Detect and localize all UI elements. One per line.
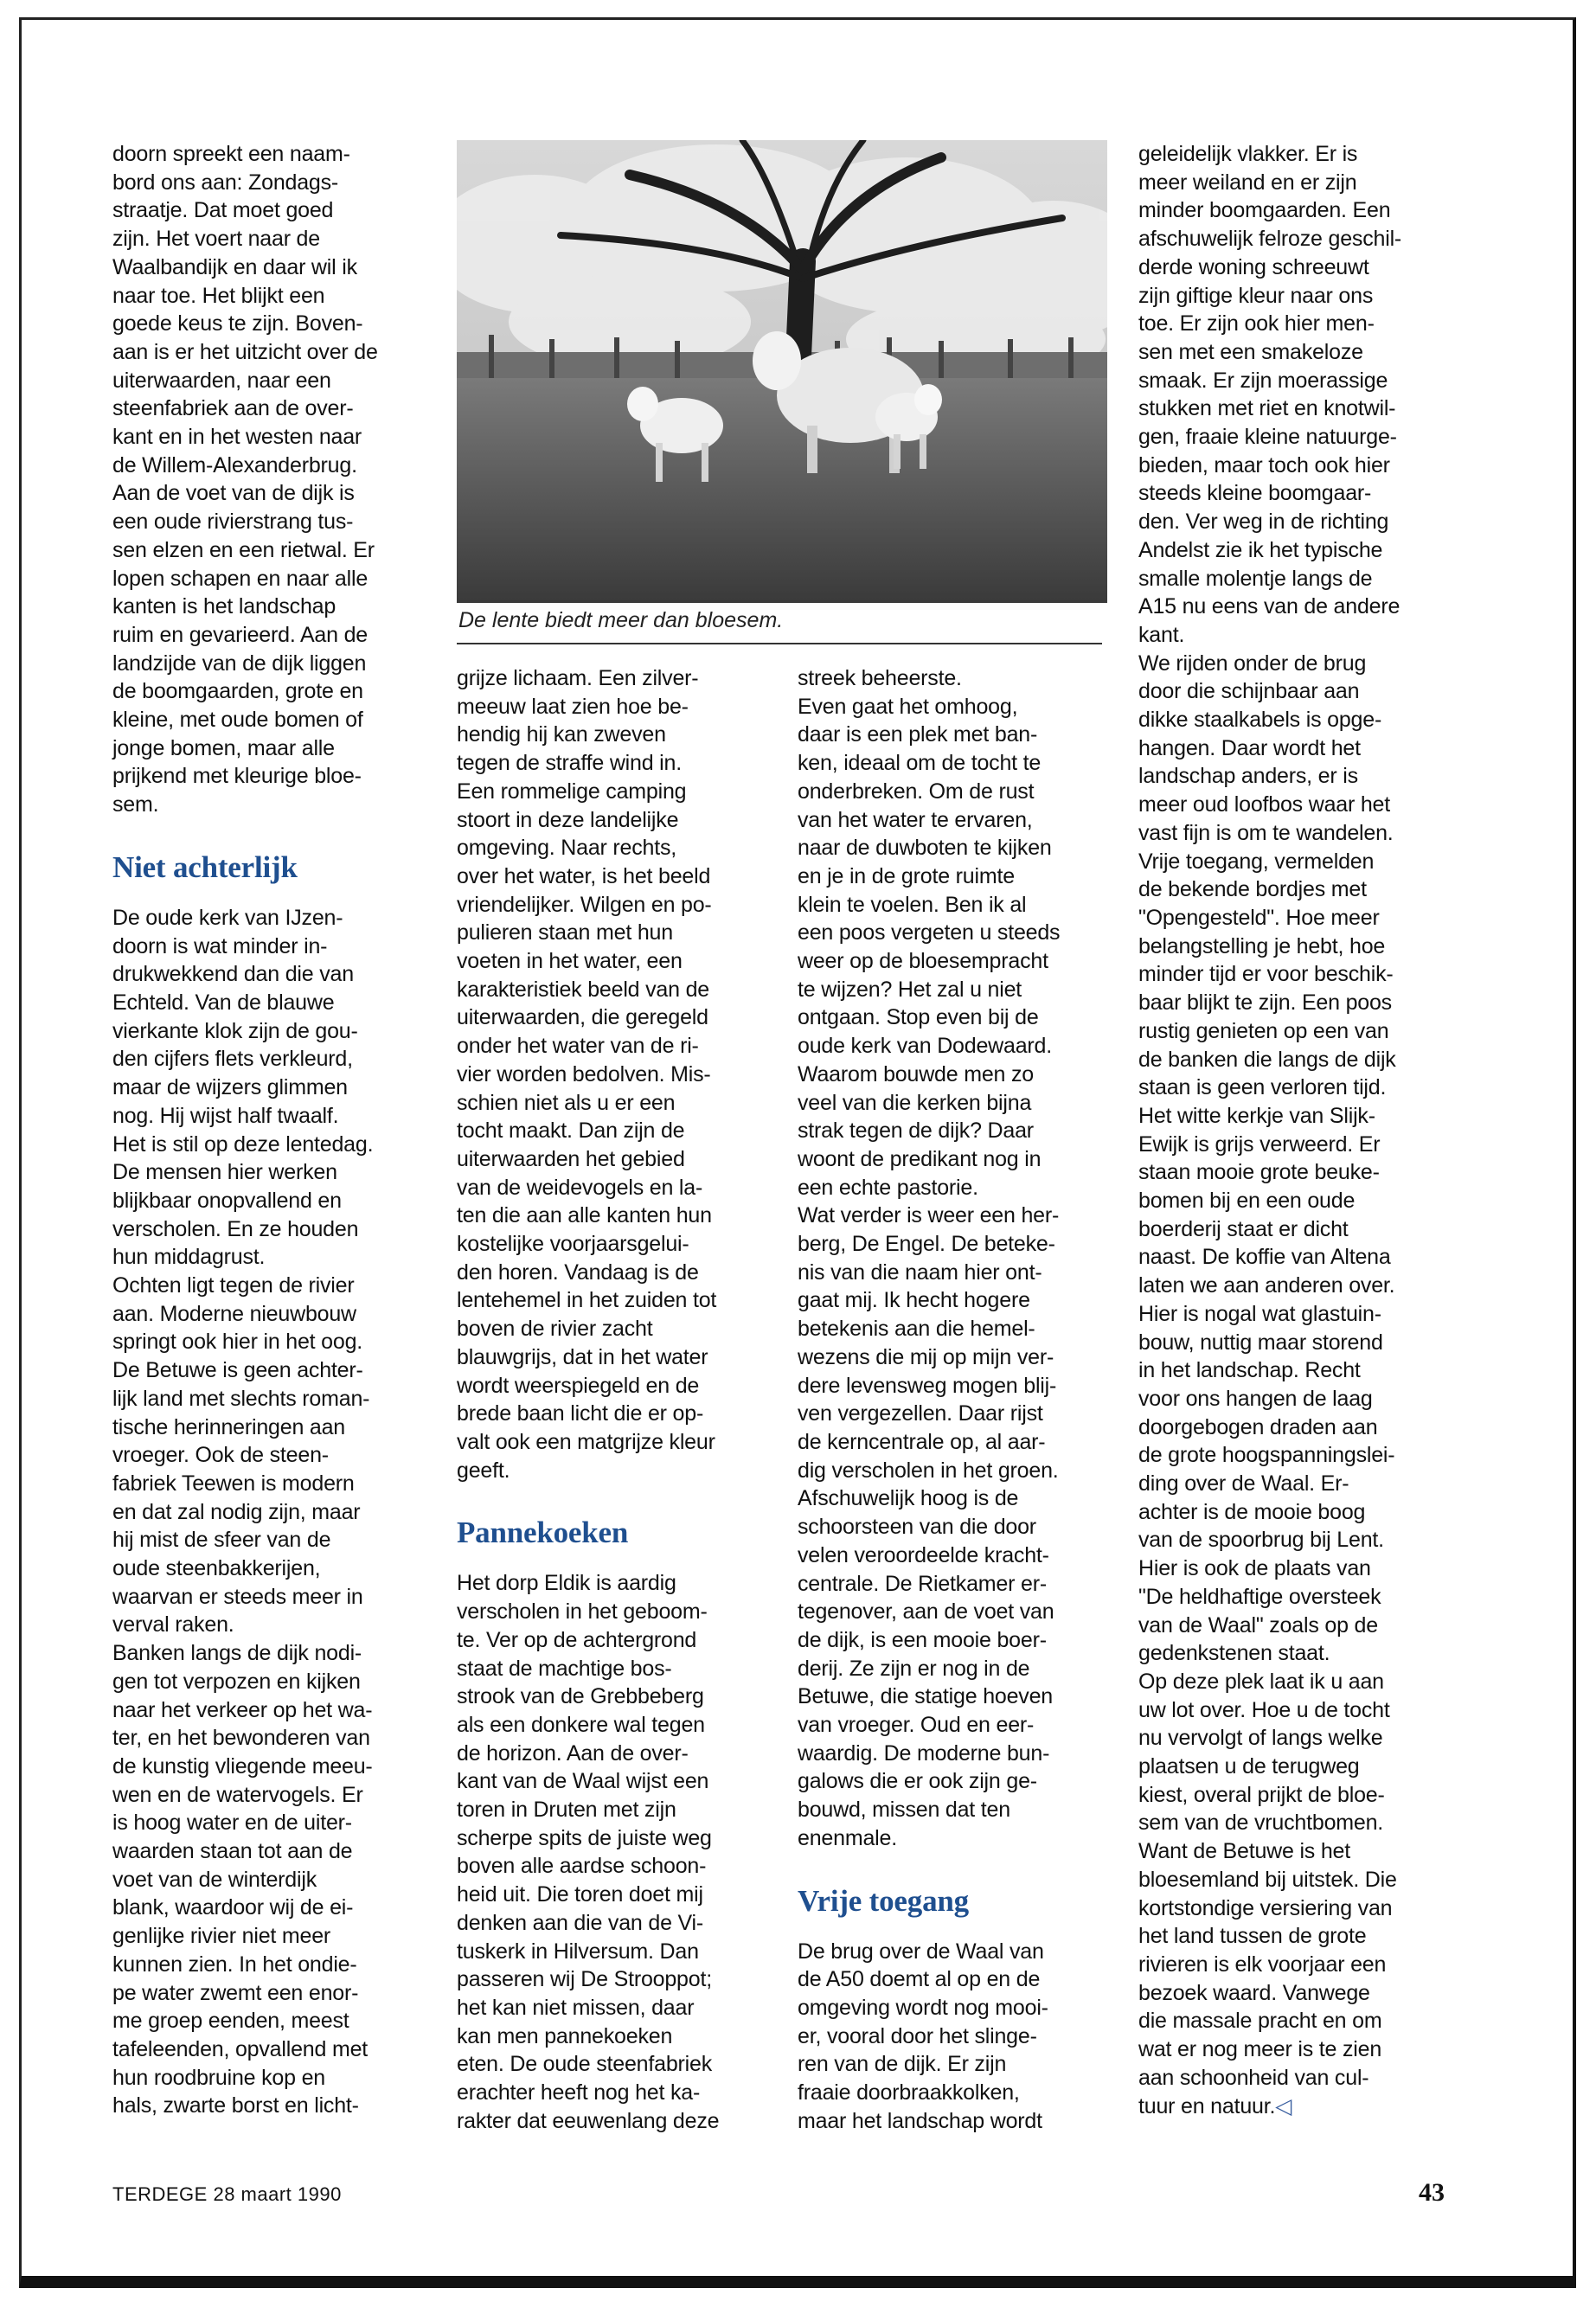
text-line: van de spoorbrug bij Lent.	[1138, 1528, 1384, 1553]
text-line: strak tegen de dijk? Daar	[798, 1118, 1034, 1144]
text-line: ren van de dijk. Er zijn	[798, 2052, 1007, 2077]
text-line: naar toe. Het blijkt een	[112, 283, 325, 308]
text-line: toe. Er zijn ook hier men-	[1138, 311, 1375, 336]
text-line: die massale pracht en om	[1138, 2009, 1382, 2034]
text-line: de dijk, is een mooie boer-	[798, 1627, 1047, 1652]
text-line: belangstelling je hebt, hoe	[1138, 933, 1386, 958]
text-line: kant en in het westen naar	[112, 425, 362, 450]
text-line: afschuwelijk felroze geschil-	[1138, 227, 1402, 252]
text-line: Op deze plek laat ik u aan	[1138, 1669, 1384, 1694]
text-line: de grote hoogspanningslei-	[1138, 1443, 1395, 1468]
text-line: er, vooral door het slinge-	[798, 2023, 1037, 2048]
text-line: centrale. De Rietkamer er-	[798, 1571, 1047, 1596]
text-line: "De heldhaftige oversteek	[1138, 1584, 1381, 1609]
text-line: kant van de Waal wijst een	[457, 1769, 709, 1794]
text-line: Waalbandijk en daar wil ik	[112, 254, 357, 279]
text-line: Hier is nogal wat glastuin-	[1138, 1301, 1381, 1326]
text-line: De oude kerk van IJzen-	[112, 905, 343, 930]
text-line: hun middagrust.	[112, 1245, 266, 1270]
text-line: dig verscholen in het groen.	[798, 1458, 1059, 1483]
text-line: stoort in deze landelijke	[457, 807, 679, 832]
text-line: kant.	[1138, 622, 1185, 647]
text-line: schoorsteen van die door	[798, 1515, 1036, 1540]
text-line: jonge bomen, maar alle	[112, 735, 335, 760]
text-line: blank, waardoor wij de ei-	[112, 1895, 354, 1920]
text-line: rakter dat eeuwenlang deze	[457, 2108, 720, 2133]
text-line: gen, fraaie kleine natuurge-	[1138, 425, 1397, 450]
text-line: uw lot over. Hoe u de tocht	[1138, 1697, 1390, 1722]
text-line: weer op de bloesempracht	[798, 949, 1048, 974]
text-line: voor ons hangen de laag	[1138, 1386, 1373, 1411]
text-line: stukken met riet en knotwil-	[1138, 396, 1396, 421]
text-line: aan is er het uitzicht over de	[112, 339, 378, 364]
text-line: aan schoonheid van cul-	[1138, 2065, 1369, 2090]
text-line: het kan niet missen, daar	[457, 1995, 695, 2020]
text-line: erachter heeft nog het ka-	[457, 2080, 701, 2106]
text-line: derij. Ze zijn er nog in de	[798, 1656, 1030, 1681]
text-line: Het is stil op deze lentedag.	[112, 1131, 374, 1157]
text-line: Andelst zie ik het typische	[1138, 537, 1383, 562]
text-line: genlijke rivier niet meer	[112, 1924, 331, 1949]
page-number: 43	[1419, 2178, 1445, 2207]
text-line: verscholen. En ze houden	[112, 1216, 359, 1241]
text-line: De brug over de Waal van	[798, 1939, 1044, 1964]
text-line: Ochten ligt tegen de rivier	[112, 1273, 355, 1298]
text-line: kunnen zien. In het ondie-	[112, 1952, 357, 1977]
text-line: doorn is wat minder in-	[112, 933, 328, 958]
text-line: is hoog water en de uiter-	[112, 1811, 352, 1836]
text-line: brede baan licht die er op-	[457, 1401, 704, 1426]
text-line: hendig hij kan zweven	[457, 722, 666, 747]
text-line: ten die aan alle kanten hun	[457, 1203, 712, 1228]
text-line: scherpe spits de juiste weg	[457, 1825, 712, 1850]
text-line: omgeving wordt nog mooi-	[798, 1995, 1048, 2020]
text-line: De mensen hier werken	[112, 1160, 337, 1185]
text-line: ontgaan. Stop even bij de	[798, 1005, 1039, 1030]
text-line: ken, ideaal om de tocht te	[798, 751, 1042, 776]
text-line: den cijfers flets verkleurd,	[112, 1047, 353, 1072]
text-line: Hier is ook de plaats van	[1138, 1556, 1371, 1581]
text-line: sen elzen en een rietwal. Er	[112, 537, 375, 562]
text-line: hangen. Daar wordt het	[1138, 735, 1361, 760]
text-line: als een donkere wal tegen	[457, 1712, 705, 1737]
text-line: prijkend met kleurige bloe-	[112, 764, 362, 789]
text-line: ruim en gevarieerd. Aan de	[112, 622, 368, 647]
text-line: voet van de winterdijk	[112, 1867, 317, 1892]
text-line: smaak. Er zijn moerassige	[1138, 368, 1388, 393]
text-line: over het water, is het beeld	[457, 863, 711, 888]
text-line: boerderij staat er dicht	[1138, 1216, 1349, 1241]
text-line: geleidelijk vlakker. Er is	[1138, 142, 1358, 166]
text-line: lopen schapen en naar alle	[112, 566, 369, 591]
text-line: klein te voelen. Ben ik al	[798, 892, 1027, 917]
text-line: Even gaat het omhoog,	[798, 694, 1018, 719]
text-line: Wat verder is weer een her-	[798, 1203, 1060, 1228]
text-line: grijze lichaam. Een zilver-	[457, 666, 699, 690]
text-line: waarvan er steeds meer in	[112, 1584, 363, 1609]
text-line: nog. Hij wijst half twaalf.	[112, 1103, 339, 1128]
column-3-text-continued	[798, 1938, 1109, 2136]
text-line: dere levensweg mogen blij-	[798, 1373, 1057, 1398]
text-line: vier worden bedolven. Mis-	[457, 1061, 711, 1086]
text-line: passeren wij De Strooppot;	[457, 1967, 712, 1992]
text-line: maar het landschap wordt	[798, 2108, 1042, 2133]
text-line: smalle molentje langs de	[1138, 566, 1373, 591]
text-line: blauwgrijs, dat in het water	[457, 1344, 708, 1369]
text-line: waarden staan tot aan de	[112, 1839, 353, 1864]
text-line: de A50 doemt al op en de	[798, 1967, 1041, 1992]
article-column-2	[457, 664, 768, 2135]
text-line: van het water te ervaren,	[798, 807, 1033, 832]
text-line: hun roodbruine kop en	[112, 2065, 325, 2090]
text-line: meeuw laat zien hoe be-	[457, 694, 689, 719]
text-line: verscholen in het geboom-	[457, 1599, 708, 1625]
text-line: kortstondige versiering van	[1138, 1895, 1393, 1920]
text-line: kiest, overal prijkt de bloe-	[1138, 1782, 1385, 1807]
text-line: vierkante klok zijn de gou-	[112, 1018, 358, 1043]
text-line: We rijden onder de brug	[1138, 651, 1367, 676]
text-line: gedenkstenen staat.	[1138, 1641, 1330, 1666]
text-line: lijk land met slechts roman-	[112, 1386, 370, 1411]
text-line: een oude rivierstrang tus-	[112, 510, 354, 535]
text-line: Het witte kerkje van Slijk-	[1138, 1103, 1375, 1128]
text-line: kleine, met oude bomen of	[112, 708, 363, 733]
text-line: bezoek waard. Vanwege	[1138, 1980, 1370, 2005]
text-line: galows die er ook zijn ge-	[798, 1769, 1037, 1794]
text-line: sen met een smakeloze	[1138, 339, 1363, 364]
sheep-photo-illustration	[457, 140, 1107, 603]
text-line: Betuwe, die statige hoeven	[798, 1684, 1054, 1709]
text-line: in het landschap. Recht	[1138, 1358, 1361, 1383]
text-line: bomen bij en een oude	[1138, 1189, 1356, 1214]
text-line: straatje. Dat moet goed	[112, 198, 334, 223]
text-line: de bekende bordjes met	[1138, 877, 1367, 902]
text-line: baar blijkt te zijn. Een poos	[1138, 990, 1392, 1016]
text-line: de horizon. Aan de over-	[457, 1740, 689, 1766]
text-line: oude kerk van Dodewaard.	[798, 1034, 1052, 1059]
text-line: verval raken.	[112, 1612, 234, 1638]
text-line: vast fijn is om te wandelen.	[1138, 820, 1394, 845]
publication-footer: TERDEGE 28 maart 1990	[112, 2183, 342, 2205]
text-line: bord ons aan: Zondags-	[112, 170, 339, 195]
text-line: bouw, nuttig maar storend	[1138, 1330, 1383, 1355]
text-line: gaat mij. Ik hecht hogere	[798, 1288, 1030, 1313]
text-line: Afschuwelijk hoog is de	[798, 1486, 1019, 1511]
text-line: karakteristiek beeld van de	[457, 977, 709, 1002]
column-2-text	[457, 664, 768, 1484]
text-line: berg, De Engel. De beteke-	[798, 1232, 1055, 1257]
text-line: strook van de Grebbeberg	[457, 1684, 704, 1709]
text-line: uiterwaarden, die geregeld	[457, 1005, 708, 1030]
text-line: fraaie doorbraakkolken,	[798, 2080, 1020, 2106]
text-line: nis van die naam hier ont-	[798, 1259, 1042, 1285]
subheading-pannekoeken: Pannekoeken	[457, 1516, 629, 1550]
text-line: wen en de watervogels. Er	[112, 1782, 363, 1807]
text-line: pulieren staan met hun	[457, 920, 673, 945]
text-line: blijkbaar onopvallend en	[112, 1188, 342, 1213]
text-line: naar de duwboten te kijken	[798, 836, 1052, 861]
text-line: staan is geen verloren tijd.	[1138, 1075, 1387, 1100]
column-4-text	[1138, 140, 1450, 2120]
text-line: het land tussen de grote	[1138, 1924, 1367, 1949]
text-line: tuur en natuur.◁	[1138, 2093, 1292, 2118]
text-line: voeten in het water, een	[457, 949, 683, 974]
text-line: de kerncentrale op, al aar-	[798, 1429, 1046, 1454]
text-line: bieden, maar toch ook hier	[1138, 452, 1390, 478]
article-column-3	[798, 664, 1109, 2135]
text-line: den. Ver weg in de richting	[1138, 510, 1389, 535]
text-line: boven de rivier zacht	[457, 1317, 653, 1342]
text-line: geeft.	[457, 1458, 510, 1483]
text-line: vriendelijker. Wilgen en po-	[457, 892, 712, 917]
text-line: onder het water van de ri-	[457, 1034, 699, 1059]
text-line: kan men pannekoeken	[457, 2023, 673, 2048]
text-line: wezens die mij op mijn ver-	[798, 1344, 1054, 1369]
text-line: toren in Druten met zijn	[457, 1798, 676, 1823]
text-line: Echteld. Van de blauwe	[112, 990, 335, 1015]
text-line: Banken langs de dijk nodi-	[112, 1641, 362, 1666]
text-line: Ewijk is grijs verweerd. Er	[1138, 1131, 1381, 1157]
text-line: wordt weerspiegeld en de	[457, 1373, 700, 1398]
text-line: tegen de straffe wind in.	[457, 751, 682, 776]
text-line: enenmale.	[798, 1825, 897, 1850]
photo-caption: De lente biedt meer dan bloesem.	[458, 608, 784, 632]
text-line: A15 nu eens van de andere	[1138, 594, 1401, 619]
text-line: Het dorp Eldik is aardig	[457, 1571, 676, 1596]
text-line: van vroeger. Oud en eer-	[798, 1713, 1035, 1738]
text-line: boven alle aardse schoon-	[457, 1854, 707, 1879]
text-line: fabriek Teewen is modern	[112, 1471, 355, 1496]
text-line: Aan de voet van de dijk is	[112, 481, 355, 506]
text-line: wat er nog meer is te zien	[1138, 2037, 1382, 2062]
text-line: lentehemel in het zuiden tot	[457, 1288, 717, 1313]
text-line: de boomgaarden, grote en	[112, 679, 363, 704]
text-line: te wijzen? Het zal u niet	[798, 977, 1022, 1002]
text-line: rivieren is elk voorjaar een	[1138, 1952, 1387, 1977]
column-2-text-continued	[457, 1569, 768, 2135]
text-line: waardig. De moderne bun-	[798, 1740, 1050, 1766]
text-line: door die schijnbaar aan	[1138, 679, 1360, 704]
text-line: laten we aan anderen over.	[1138, 1273, 1395, 1298]
text-line: omgeving. Naar rechts,	[457, 836, 677, 861]
text-line: goede keus te zijn. Boven-	[112, 311, 363, 336]
text-line: gen tot verpozen en kijken	[112, 1669, 361, 1694]
text-line: me groep eenden, meest	[112, 2009, 349, 2034]
text-line: streek beheerste.	[798, 666, 962, 690]
text-line: oude steenbakkerijen,	[112, 1556, 321, 1581]
text-line: minder tijd er voor beschik-	[1138, 962, 1394, 987]
text-line: Vrije toegang, vermelden	[1138, 849, 1375, 874]
column-1-text	[112, 140, 424, 819]
text-line: drukwekkend dan die van	[112, 962, 354, 987]
text-line: rustig genieten op een van	[1138, 1018, 1389, 1043]
text-line: onderbreken. Om de rust	[798, 779, 1035, 804]
text-line: tafeleenden, opvallend met	[112, 2037, 369, 2061]
text-line: tuskerk in Hilversum. Dan	[457, 1939, 699, 1964]
text-line: minder boomgaarden. Een	[1138, 198, 1391, 223]
text-line: bloesemland bij uitstek. Die	[1138, 1867, 1397, 1892]
text-line: heid uit. Die toren doet mij	[457, 1882, 703, 1907]
text-line: de banken die langs de dijk	[1138, 1047, 1396, 1072]
subheading-vrije-toegang: Vrije toegang	[798, 1883, 969, 1918]
text-line: meer oud loofbos waar het	[1138, 792, 1391, 817]
text-line: zijn giftige kleur naar ons	[1138, 283, 1374, 308]
text-line: van de Waal" zoals op de	[1138, 1612, 1378, 1638]
text-line: De Betuwe is geen achter-	[112, 1358, 363, 1383]
text-line: dikke staalkabels is opge-	[1138, 708, 1382, 733]
text-line: landschap anders, er is	[1138, 764, 1358, 789]
text-line: achter is de mooie boog	[1138, 1499, 1366, 1524]
text-line: de kunstig vliegende meeu-	[112, 1753, 373, 1779]
text-line: Want de Betuwe is het	[1138, 1839, 1351, 1864]
text-line: schien niet als u er een	[457, 1090, 676, 1115]
text-line: tocht maakt. Dan zijn de	[457, 1118, 685, 1144]
text-line: bouwd, missen dat ten	[798, 1798, 1010, 1823]
text-line: valt ook een matgrijze kleur	[457, 1429, 715, 1454]
text-line: denken aan die van de Vi-	[457, 1910, 704, 1935]
text-line: aan. Moderne nieuwbouw	[112, 1301, 356, 1326]
text-line: velen veroordeelde kracht-	[798, 1542, 1049, 1567]
text-line: uiterwaarden het gebied	[457, 1146, 685, 1171]
text-line: naar het verkeer op het wa-	[112, 1697, 373, 1722]
column-1-text-continued	[112, 904, 424, 2120]
text-line: eten. De oude steenfabriek	[457, 2052, 713, 2077]
text-line: tegenover, aan de voet van	[798, 1599, 1054, 1625]
text-line: meer weiland en er zijn	[1138, 170, 1357, 195]
text-line: woont de predikant nog in	[798, 1146, 1042, 1171]
text-line: derde woning schreeuwt	[1138, 254, 1369, 279]
text-line: uiterwaarden, naar een	[112, 368, 331, 393]
text-line: maar de wijzers glimmen	[112, 1075, 348, 1100]
text-line: springt ook hier in het oog.	[112, 1330, 363, 1355]
text-line: een echte pastorie.	[798, 1175, 978, 1200]
text-line: ding over de Waal. Er-	[1138, 1471, 1349, 1497]
text-line: plaatsen u de terugweg	[1138, 1754, 1360, 1779]
text-line: tische herinneringen aan	[112, 1414, 346, 1439]
text-line: "Opengesteld". Hoe meer	[1138, 905, 1380, 930]
text-line: en dat zal nodig zijn, maar	[112, 1499, 361, 1524]
text-line: nu vervolgt of langs welke	[1138, 1726, 1383, 1751]
text-line: kanten is het landschap	[112, 594, 337, 619]
end-of-article-mark: ◁	[1275, 2093, 1292, 2118]
text-line: sem.	[112, 792, 159, 817]
text-line: hals, zwarte borst en licht-	[112, 2093, 359, 2118]
text-line: veel van die kerken bijna	[798, 1090, 1032, 1115]
text-line: sem van de vruchtbomen.	[1138, 1811, 1384, 1836]
text-line: steenfabriek aan de over-	[112, 396, 354, 421]
text-line: staan mooie grote beuke-	[1138, 1160, 1380, 1185]
text-line: te. Ver op de achtergrond	[457, 1627, 697, 1652]
text-line: pe water zwemt een enor-	[112, 1980, 359, 2005]
photo-sheep-orchard	[457, 140, 1107, 603]
caption-divider	[457, 643, 1102, 644]
text-line: naast. De koffie van Altena	[1138, 1245, 1391, 1270]
text-line: den horen. Vandaag is de	[457, 1259, 699, 1285]
column-3-text	[798, 664, 1109, 1853]
text-line: hij mist de sfeer van de	[112, 1528, 331, 1553]
text-line: van de weidevogels en la-	[457, 1175, 703, 1200]
text-line: Waarom bouwde men zo	[798, 1061, 1034, 1086]
text-line: doorn spreekt een naam-	[112, 142, 350, 166]
text-line: ter, en het bewonderen van	[112, 1726, 370, 1751]
text-line: en je in de grote ruimte	[798, 863, 1015, 888]
text-line: landzijde van de dijk liggen	[112, 651, 367, 676]
text-line: een poos vergeten u steeds	[798, 920, 1061, 945]
subheading-niet-achterlijk: Niet achterlijk	[112, 849, 298, 884]
article-column-4	[1138, 140, 1450, 2120]
text-line: vroeger. Ook de steen-	[112, 1443, 329, 1468]
text-line: steeds kleine boomgaar-	[1138, 481, 1372, 506]
text-line: zijn. Het voert naar de	[112, 227, 320, 252]
text-line: kostelijke voorjaarsgelui-	[457, 1232, 689, 1257]
text-line: de Willem-Alexanderbrug.	[112, 452, 357, 478]
text-line: ven vergezellen. Daar rijst	[798, 1401, 1043, 1426]
text-line: betekenis aan die hemel-	[798, 1317, 1035, 1342]
article-column-1	[112, 140, 424, 2120]
text-line: Een rommelige camping	[457, 779, 687, 804]
text-line: staat de machtige bos-	[457, 1656, 672, 1681]
text-line: daar is een plek met ban-	[798, 722, 1038, 747]
text-line: doorgebogen draden aan	[1138, 1414, 1378, 1439]
